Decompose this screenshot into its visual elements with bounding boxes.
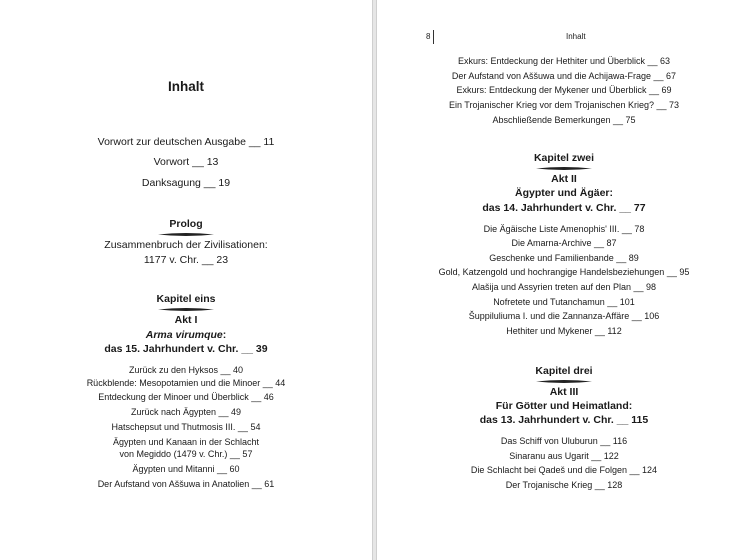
toc-entry: Nofretete und Tutanchamun __ 101 [493,297,635,307]
chapter-subtitle: Ägypter und Ägäer: [514,187,613,199]
ornament-divider [536,379,592,384]
act-label: Akt I [174,314,198,326]
toc-entry: Der Aufstand von Aššuwa in Anatolien __ 61 [97,479,275,489]
left-page [0,0,373,560]
toc-entry: Zurück nach Ägypten __ 49 [130,407,242,417]
chapter-heading: Kapitel zwei [533,152,595,164]
chapter-subtitle-colon: : [222,329,227,341]
section-heading-prolog: Prolog [169,218,203,230]
toc-entry: Šuppiluliuma I. und die Zannanza-Affäre __ 106 [468,311,660,321]
running-head-divider [433,30,434,44]
toc-entry: Vorwort __ 13 [153,156,219,168]
toc-entry: Zusammenbruch der Zivilisationen: [104,239,268,251]
toc-entry: Die Amarna-Archive __ 87 [511,238,617,248]
page-number: 8 [426,32,431,41]
chapter-subtitle-italic: Arma virumque [145,329,223,341]
toc-entry: Rückblende: Mesopotamien und die Minoer __ 44 [86,378,286,388]
toc-entry: von Megiddo (1479 v. Chr.) __ 57 [119,449,253,459]
toc-entry: Exkurs: Entdeckung der Mykener und Überblick __ 69 [456,85,672,95]
toc-entry: Abschließende Bemerkungen __ 75 [492,115,636,125]
toc-entry: Ägypten und Mitanni __ 60 [132,464,240,474]
toc-entry: Das Schiff von Uluburun __ 116 [500,436,628,446]
chapter-period: das 13. Jahrhundert v. Chr. __ 115 [479,414,649,426]
toc-entry: 1177 v. Chr. __ 23 [143,254,229,266]
ornament-divider [536,166,592,171]
chapter-subtitle [0,328,372,342]
toc-entry: Entdeckung der Minoer und Überblick __ 46 [98,392,274,402]
ornament-divider [158,307,214,312]
chapter-subtitle: Für Götter und Heimatland: [495,400,633,412]
chapter-period: das 14. Jahrhundert v. Chr. __ 77 [482,202,646,214]
toc-entry: Zurück zu den Hyksos __ 40 [128,365,244,375]
toc-entry: Hethiter und Mykener __ 112 [506,326,622,336]
toc-entry: Vorwort zur deutschen Ausgabe __ 11 [97,136,275,148]
toc-entry: Sinaranu aus Ugarit __ 122 [509,451,619,461]
running-head: Inhalt [566,32,586,41]
toc-entry: Ägypten und Kanaan in der Schlacht [112,437,260,447]
toc-entry: Exkurs: Entdeckung der Hethiter und Überblick __ 63 [457,56,671,66]
act-label: Akt III [549,386,579,398]
toc-entry: Der Aufstand von Aššuwa und die Achijawa-Frage __ 67 [451,71,677,81]
right-page [376,0,750,560]
chapter-heading: Kapitel eins [156,293,216,305]
act-label: Akt II [551,173,577,185]
toc-entry: Geschenke und Familienbande __ 89 [489,253,639,263]
page-title: Inhalt [168,79,204,94]
toc-entry: Die Schlacht bei Qadeš und die Folgen __ 124 [470,465,658,475]
toc-entry: Der Trojanische Krieg __ 128 [505,480,623,490]
chapter-period: das 15. Jahrhundert v. Chr. __ 39 [104,343,268,355]
toc-entry: Hatschepsut und Thutmosis III. __ 54 [111,422,261,432]
toc-entry: Ein Trojanischer Krieg vor dem Trojanischen Krieg? __ 73 [448,100,680,110]
toc-entry: Gold, Katzengold und hochrangige Handelsbeziehungen __ 95 [438,267,690,277]
toc-entry: Alašija und Assyrien treten auf den Plan __ 98 [471,282,657,292]
chapter-heading: Kapitel drei [535,365,593,377]
toc-entry: Die Ägäische Liste Amenophis' III. __ 78 [483,224,645,234]
toc-entry: Danksagung __ 19 [141,177,231,189]
ornament-divider [158,232,214,237]
